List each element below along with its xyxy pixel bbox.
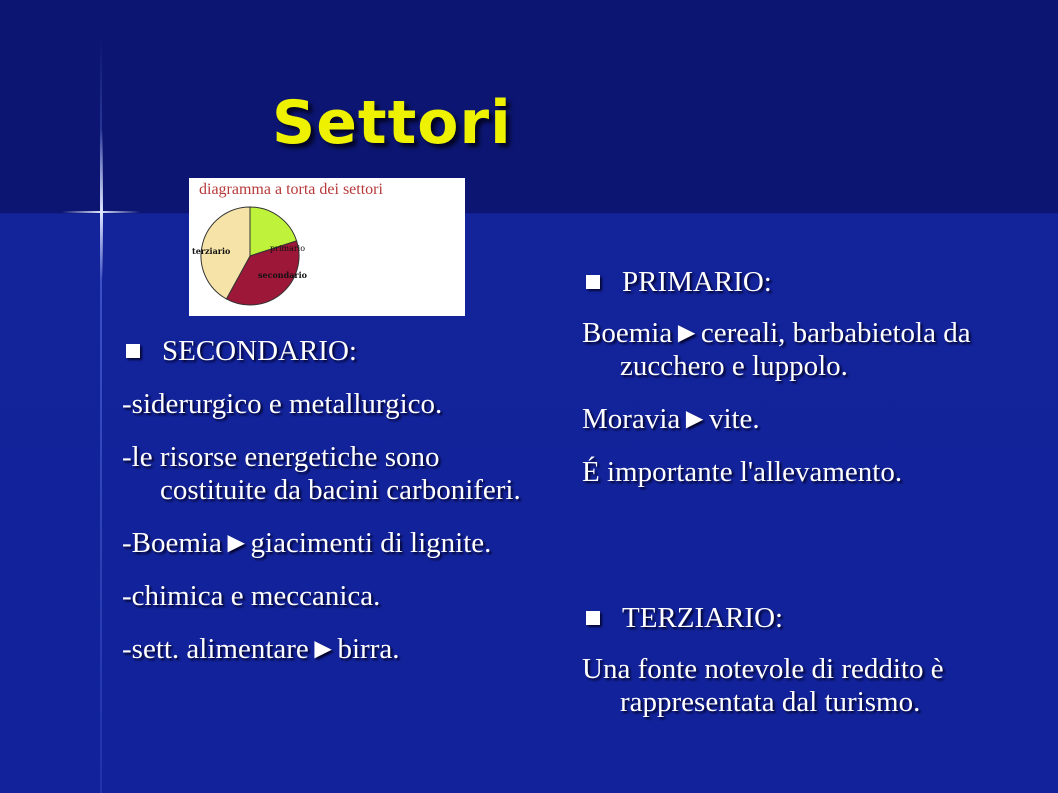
pie-chart: [189, 178, 465, 316]
square-bullet-icon: [586, 611, 600, 625]
secondario-line: -sett. alimentare►birra.: [122, 633, 400, 665]
primario-line: É importante l'allevamento.: [582, 456, 903, 488]
secondario-heading: SECONDARIO:: [162, 335, 357, 367]
secondario-line: -siderurgico e metallurgico.: [122, 388, 443, 420]
terziario-heading: TERZIARIO:: [622, 602, 784, 634]
slide-title: Settori: [272, 88, 512, 158]
pie-label-primario: primario: [270, 244, 306, 253]
light-flare-horizontal: [62, 211, 140, 213]
terziario-line: Una fonte notevole di reddito è rappresentata dal turismo.: [582, 653, 944, 718]
primario-heading-row: [582, 266, 1012, 299]
secondario-line: -chimica e meccanica.: [122, 580, 381, 612]
terziario-heading-row: [582, 602, 982, 635]
light-flare-vertical: [100, 130, 103, 280]
primario-line: Moravia►vite.: [582, 403, 760, 435]
pie-label-terziario: terziario: [192, 246, 231, 256]
header-band: [0, 0, 1058, 213]
secondario-line: -Boemia►giacimenti di lignite.: [122, 527, 492, 559]
primario-line: Boemia►cereali, barbabietola da zucchero e luppolo.: [582, 317, 971, 382]
pie-label-secondario: secondario: [258, 270, 307, 280]
terziario-section: [582, 602, 982, 719]
secondario-heading-row: [122, 335, 542, 368]
primario-heading: PRIMARIO:: [622, 266, 772, 298]
secondario-line: -le risorse energetiche sono costituite da bacini carboniferi.: [122, 441, 521, 506]
secondario-section: [122, 335, 542, 666]
square-bullet-icon: [586, 275, 600, 289]
pie-chart-image: [189, 178, 465, 316]
square-bullet-icon: [126, 344, 140, 358]
chart-title: diagramma a torta dei settori: [199, 181, 383, 198]
primario-section: [582, 266, 1012, 489]
